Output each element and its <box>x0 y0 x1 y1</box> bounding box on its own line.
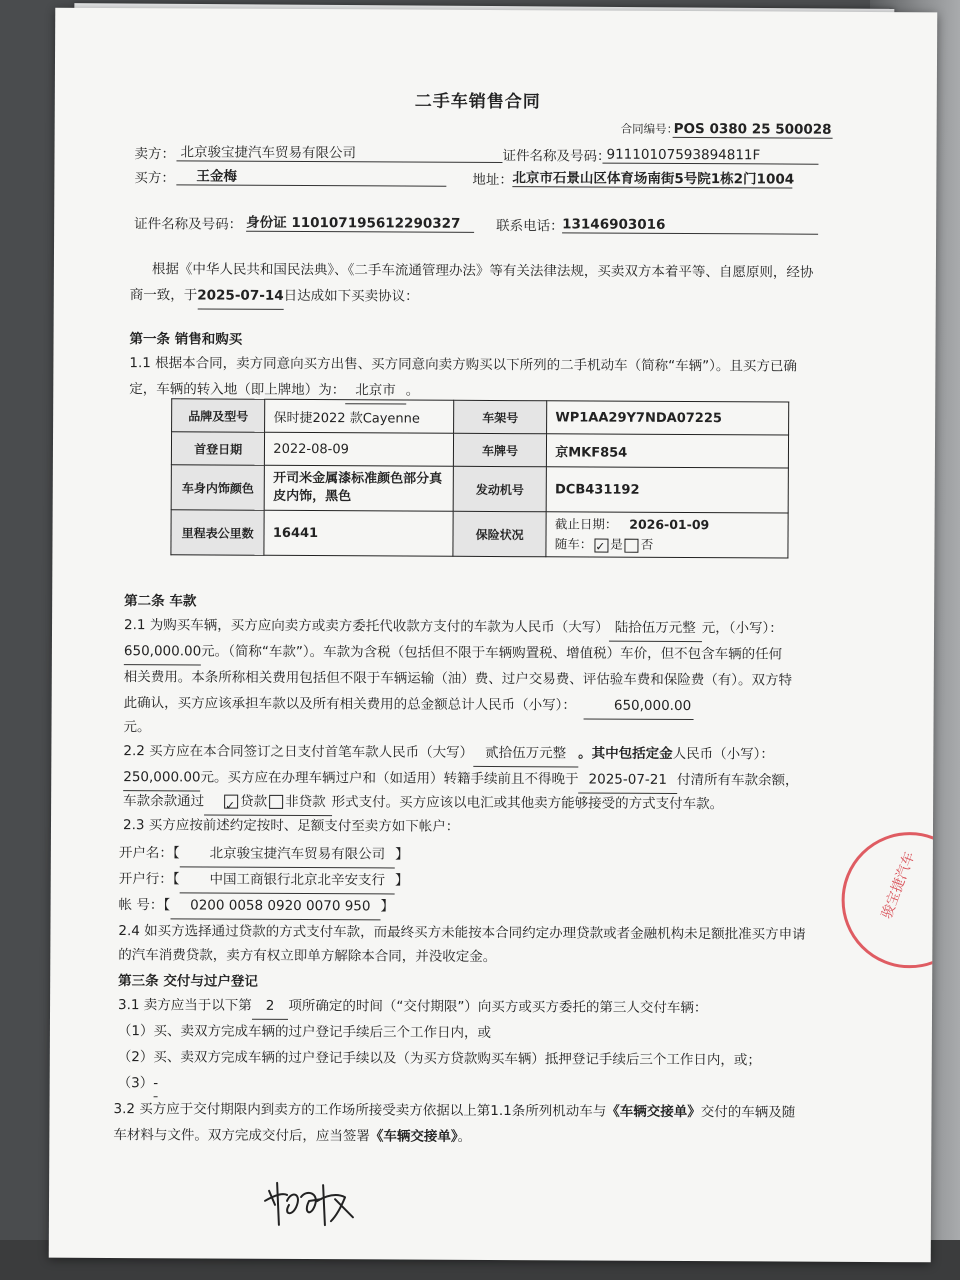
mileage-value: 16441 <box>264 510 453 556</box>
clause-3-2-line-2: 车材料与文件。双方完成交付后，应当签署《车辆交接单》。 <box>113 1127 472 1145</box>
buyer-id-label: 证件名称及号码： <box>134 216 243 233</box>
loan-checkbox[interactable] <box>224 795 238 809</box>
final-payment-date: 2025-07-21 <box>578 766 677 794</box>
buyer-name: 王金梅 <box>176 168 446 187</box>
account-bank: 中国工商银行北京北辛安支行 <box>179 866 395 894</box>
delivery-option-1: （1）买、卖双方完成车辆的过户登记手续后三个工作日内，或 <box>117 1023 492 1041</box>
account-number-row: 帐 号：【 0200 0058 0920 0070 950 】 <box>119 892 395 920</box>
delivery-option-3-value: - <box>153 1070 158 1097</box>
phone-label: 联系电话： <box>496 218 564 235</box>
insurance-deadline: 2026-01-09 <box>629 516 710 533</box>
clause-3-1: 3.1 卖方应当于以下第 2 项所确定的时间（“交付期限”）向买方或买方委托的第三人交付车辆： <box>118 992 707 1022</box>
contract-no: POS 0380 25 500028 <box>673 120 832 138</box>
handwritten-signature <box>261 1171 361 1232</box>
clause-2-4-line-1: 2.4 如买方选择通过贷款的方式支付车款，而最终买方未能按本合同约定办理贷款或者金融机构未足额批准买方申请 <box>118 923 806 943</box>
buyer-id: 身份证 110107195612290327 <box>246 215 474 233</box>
reg-date-value: 2022-08-09 <box>265 432 454 466</box>
section-2-title: 第二条 车款 <box>124 593 197 610</box>
contract-page <box>49 8 938 1263</box>
agreement-date: 2025-07-14 <box>197 282 283 309</box>
section-3-title: 第三条 交付与过户登记 <box>118 973 258 990</box>
insurance-yes-checkbox[interactable] <box>594 538 608 552</box>
clause-1-1-line-2: 定，车辆的转入地（即上牌地）为： 北京市 。 <box>129 376 419 405</box>
engine-label: 发动机号 <box>453 466 547 511</box>
clause-2-2-line-1: 2.2 买方应在本合同签订之日支付首笔车款人民币（大写） 贰拾伍万元整 。其中包括定金人民币（小写）： <box>123 738 774 768</box>
non-loan-checkbox[interactable] <box>269 795 283 809</box>
seller-id-label: 证件名称及号码： <box>502 148 611 165</box>
insurance-value: 截止日期： 2026-01-09 随车：✓ 是 否 <box>546 512 788 558</box>
delivery-option-2: （2）买、卖双方完成车辆的过户登记手续以及（为买方贷款购买车辆）抵押登记手续后三个工作日内，或； <box>117 1049 761 1069</box>
seal-text: 骏宝捷汽车 <box>878 849 919 922</box>
clause-2-1-line-3: 相关费用。本条所称相关费用包括但不限于车辆运输（油）费、过户交易费、评估验车费和保险费（有）。双方特 <box>123 669 793 689</box>
contract-no-label: 合同编号： <box>620 121 679 136</box>
seller-name: 北京骏宝捷汽车贸易有限公司 <box>176 144 502 163</box>
address-label: 地址： <box>472 171 513 189</box>
clause-3-2-line-1: 3.2 买方应于交付期限内到卖方的工作场所接受卖方依据以上第1.1条所列机动车与《车辆交接单》交付的车辆及随 <box>113 1101 796 1121</box>
registration-place: 北京市 <box>345 377 406 404</box>
plate-label: 车牌号 <box>453 433 547 466</box>
color-label: 车身内饰颜色 <box>171 465 265 510</box>
clause-2-2-line-3: 车款余款通过✓ 贷款 非贷款 形式支付。买方应该以电汇或其他卖方能够接受的方式支付车款。 <box>123 788 723 818</box>
clause-2-1-line-5: 元。 <box>123 719 151 736</box>
clause-1-1-line-1: 1.1 根据本合同，卖方同意向买方出售、买方同意向卖方购买以下所列的二手机动车（简称“车辆”）。且买方已确 <box>129 355 797 375</box>
plate-value: 京MKF854 <box>547 434 789 468</box>
section-1-title: 第一条 销售和购买 <box>129 331 243 348</box>
buyer-label: 买方： <box>134 170 175 187</box>
clause-2-1-line-2: 650,000.00元。（简称“车款”）。车款为含税（包括但不限于车辆购置税、增值税）车价，但不包含车辆的任何 <box>124 638 782 668</box>
color-value: 开司米金属漆标准颜色部分真皮内饰，黑色 <box>265 465 454 511</box>
engine-value: DCB431192 <box>546 467 788 513</box>
first-payment-in-words: 贰拾伍万元整 <box>473 740 578 768</box>
buyer-phone: 13146903016 <box>562 216 818 235</box>
clause-2-1-line-4: 此确认，买方应该承担车款以及所有相关费用的总金额总计人民币（小写）： 650,000.00 <box>124 690 694 720</box>
vin-value: WP1AA29Y7NDA07225 <box>547 401 789 435</box>
first-payment-amount: 250,000.00 <box>123 764 200 791</box>
clause-2-2-line-2: 250,000.00元。买方应在办理车辆过户和（如适用）转籍手续前且不得晚于 2025-07-21 付清所有车款余额， <box>123 764 798 795</box>
insurance-no-checkbox[interactable] <box>625 538 639 552</box>
clause-2-3: 2.3 买方应按前述约定按时、足额支付至卖方如下帐户： <box>122 817 460 835</box>
price-amount: 650,000.00 <box>124 638 201 665</box>
insurance-label: 保险状况 <box>453 511 547 556</box>
account-number: 0200 0058 0920 0070 950 <box>170 892 380 920</box>
brand-value: 保时捷2022 款Cayenne <box>265 399 454 433</box>
account-bank-row: 开户行：【 中国工商银行北京北辛安支行 】 <box>119 866 409 895</box>
reg-date-label: 首登日期 <box>171 432 265 465</box>
account-name: 北京骏宝捷汽车贸易有限公司 <box>180 840 396 868</box>
seller-label: 卖方： <box>134 146 176 163</box>
clause-2-1-line-1: 2.1 为购买车辆，买方应向卖方或卖方委托代收款方支付的车款为人民币（大写） 陆拾伍万元整 元，（小写）： <box>124 612 783 642</box>
intro-line-1: 根据《中华人民共和国民法典》、《二手车流通管理办法》等有关法律法规，买卖双方本着平等、自愿原则，经协 <box>151 261 814 281</box>
vehicle-info-table <box>170 398 789 558</box>
delivery-item-number: 2 <box>252 993 289 1020</box>
seller-id: 91110107593894811F <box>602 147 818 165</box>
delivery-option-3: （3）- <box>118 1070 159 1097</box>
account-name-row: 开户名：【 北京骏宝捷汽车贸易有限公司 】 <box>119 840 409 869</box>
intro-line-2: 商一致，于2025-07-14日达成如下买卖协议： <box>130 282 419 311</box>
buyer-address: 北京市石景山区体育场南街5号院1栋2门1004 <box>512 170 795 188</box>
vin-label: 车架号 <box>453 400 547 433</box>
brand-label: 品牌及型号 <box>172 399 266 432</box>
clause-2-4-line-2: 的汽车消费贷款，卖方有权立即单方解除本合同，并没收定金。 <box>118 947 497 966</box>
price-in-words: 陆拾伍万元整 <box>609 615 702 642</box>
total-amount: 650,000.00 <box>584 692 693 720</box>
company-seal <box>841 832 937 969</box>
page-title: 二手车销售合同 <box>414 91 541 113</box>
mileage-label: 里程表公里数 <box>171 510 265 555</box>
